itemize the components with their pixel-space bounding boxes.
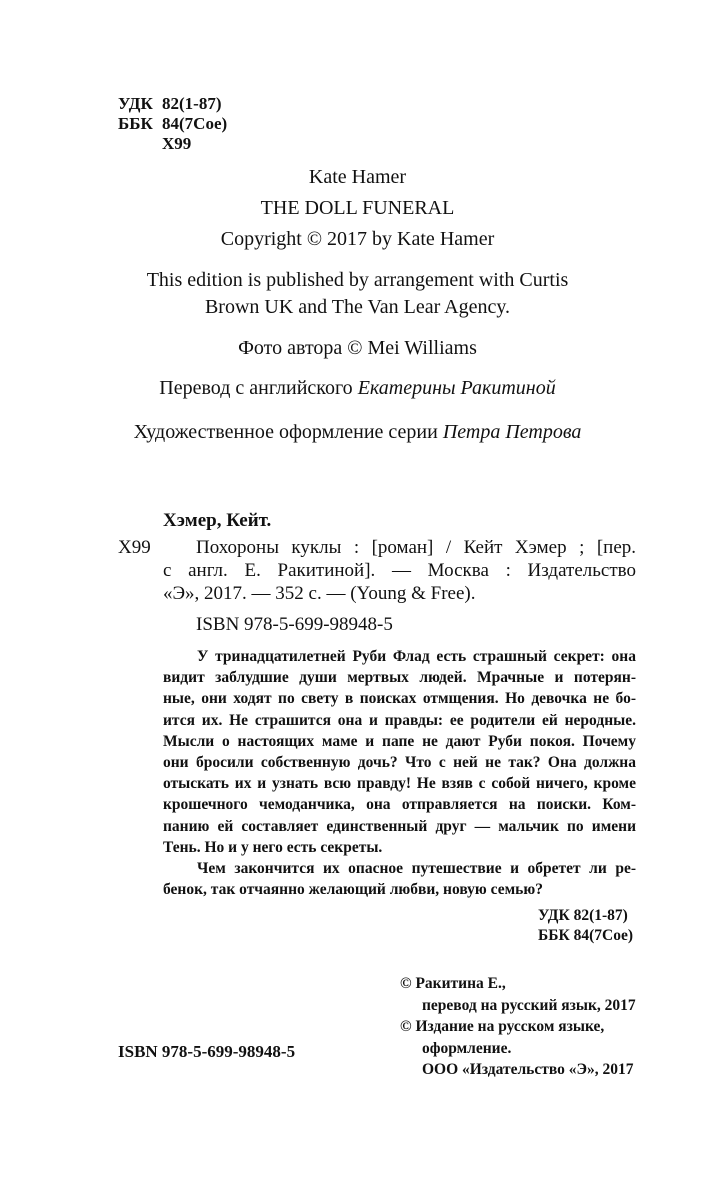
annotation-line: У тринадцатилетней Руби Флад есть страшный секрет: она	[197, 648, 636, 665]
annotation-line: крошечного чемоданчика, она отправляется на поиски. Ком-	[163, 796, 636, 814]
annotation-line: отыскать их и узнать всю правду! Не взяв с собой ничего, кроме	[163, 775, 636, 793]
annotation	[163, 646, 636, 900]
udk-value: 82(1-87)	[162, 94, 222, 113]
annotation-udk: УДК 82(1-87)	[538, 907, 628, 924]
photo-credit: Фото автора © Mei Williams	[238, 337, 477, 359]
annotation-line: ные, они ходят по свету в поисках отмщения. Но девочка не бо-	[163, 690, 636, 708]
translation-credit	[0, 377, 715, 400]
annotation-line: панию ей составляет единственный друг — мальчик по имени	[163, 817, 636, 835]
original-author: Kate Hamer	[308, 166, 407, 188]
edition-note-line2: Brown UK and The Van Lear Agency.	[204, 296, 511, 318]
bbk-value: 84(7Сое)	[162, 114, 228, 133]
catalog-line3: «Э», 2017. — 352 с. — (Young & Free).	[163, 583, 476, 604]
annotation-line: видит заблудшие души мертвых людей. Мрачные и потерян-	[163, 669, 636, 687]
copyright-notices	[400, 973, 636, 1081]
annotation-bbk: ББК 84(7Сое)	[538, 927, 634, 944]
catalog-line2: с англ. Е. Ракитиной]. — Москва : Издательство	[163, 560, 636, 581]
annotation-line: Тень. Но и у него есть секреты.	[163, 838, 383, 856]
author-sign: Х99	[162, 134, 192, 153]
designer-name: Петра Петрова	[442, 421, 582, 443]
catalog-sign: Х99	[118, 537, 151, 558]
copyright-edition: © Издание на русском языке,	[400, 1018, 605, 1035]
edition-note-line1: This edition is published by arrangement with Curtis	[146, 269, 569, 291]
catalog-author-heading: Хэмер, Кейт.	[163, 510, 272, 531]
original-title: THE DOLL FUNERAL	[260, 197, 455, 219]
annotation-classification	[538, 906, 633, 946]
annotation-line: Мысли о настоящих маме и папе не дают Руби покоя. Почему	[163, 732, 636, 750]
catalog-isbn: ISBN 978-5-699-98948-5	[196, 614, 393, 635]
catalog-line1: Похороны куклы : [роман] / Кейт Хэмер ; [пер.	[196, 537, 636, 558]
copyright-publisher: ООО «Издательство «Э», 2017	[422, 1061, 634, 1078]
annotation-para2-line2: бенок, так отчаянно желающий любви, новую семью?	[163, 881, 543, 899]
copyright-edition-detail: оформление.	[422, 1039, 512, 1057]
annotation-line: ится их. Не страшится она и правды: ее родители ей неродные.	[163, 711, 636, 729]
udk-classification	[118, 94, 227, 154]
copyright-translation: © Ракитина Е.,	[400, 975, 506, 992]
udk-label: УДК	[118, 94, 153, 113]
design-credit	[0, 421, 715, 444]
footer-isbn: ISBN 978-5-699-98948-5	[118, 1042, 296, 1061]
annotation-para2-line1: Чем закончится их опасное путешествие и обретет ли ре-	[197, 860, 636, 878]
bbk-label: ББК	[118, 114, 153, 133]
translation-prefix: Перевод с английского	[159, 377, 358, 399]
copyright-translation-detail: перевод на русский язык, 2017	[422, 996, 636, 1014]
design-prefix: Художественное оформление серии	[133, 421, 443, 443]
original-copyright: Copyright © 2017 by Kate Hamer	[220, 228, 495, 250]
annotation-line: они бросили собственную дочь? Что с ней не так? Она должна	[163, 754, 636, 772]
translator-name: Екатерины Ракитиной	[357, 377, 556, 399]
